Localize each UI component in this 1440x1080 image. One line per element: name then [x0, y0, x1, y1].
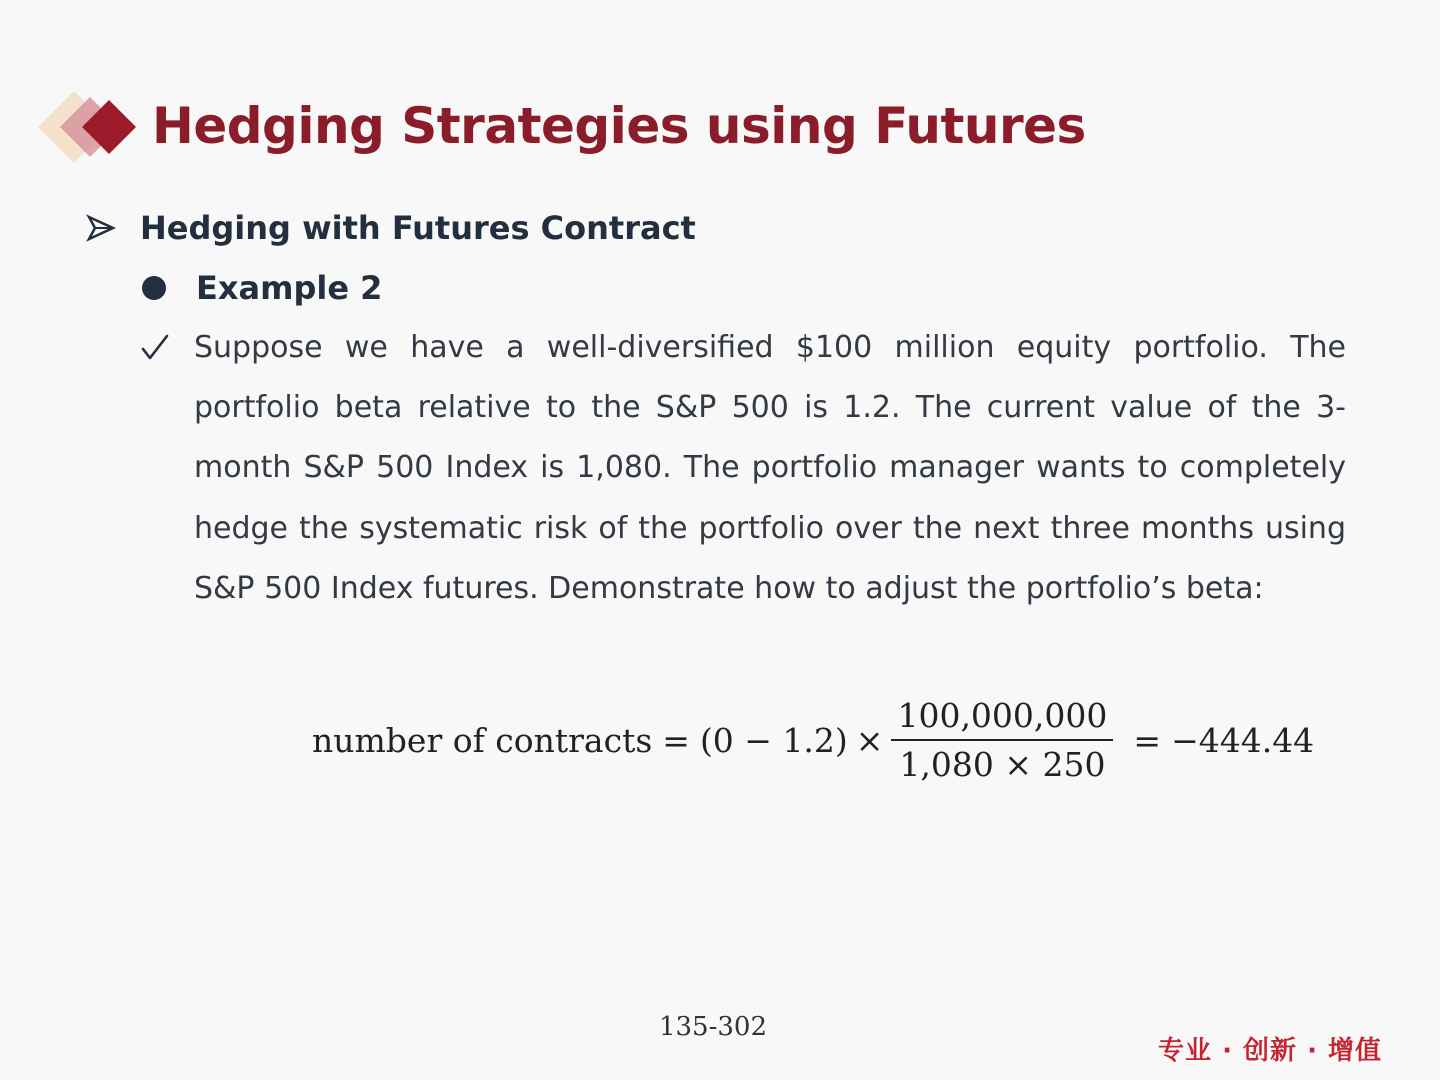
formula-numerator: 100,000,000: [891, 696, 1113, 741]
formula-lhs: number of contracts: [312, 720, 653, 760]
page-number: 135-302: [658, 1012, 768, 1042]
formula-fraction: [891, 696, 1113, 784]
formula-factor: (0 − 1.2): [699, 720, 848, 760]
formula-result: −444.44: [1171, 720, 1315, 760]
slide-title: Hedging Strategies using Futures: [152, 97, 1086, 155]
slogan-text: 专业 · 创新 · 增值: [1158, 1036, 1382, 1066]
example-heading: [140, 264, 382, 312]
arrow-right-icon: [86, 213, 116, 243]
formula-denominator: 1,080 × 250: [899, 745, 1106, 784]
example-heading-text: Example 2: [196, 269, 383, 307]
example-paragraph: Suppose we have a well-diversified $100 million equity portfolio. The portfolio beta relative to the S&P 500 is 1.2. The current value of the 3-month S&P 500 Index is 1,080. The portfolio manager wants to completely hedge the systematic risk of the portfolio over the next three months using S&P 500 Index futures. Demonstrate how to adjust the portfolio’s beta:: [194, 330, 1346, 606]
checkmark-icon: [140, 330, 170, 366]
section-heading-text: Hedging with Futures Contract: [140, 209, 696, 247]
diamond-logo-icon: [36, 88, 140, 166]
formula: [312, 690, 1314, 790]
formula-equals-result: =: [1133, 720, 1162, 760]
bullet-icon: [142, 276, 166, 300]
section-heading: [86, 204, 696, 252]
formula-equals: =: [662, 720, 690, 760]
formula-times: ×: [855, 720, 884, 760]
